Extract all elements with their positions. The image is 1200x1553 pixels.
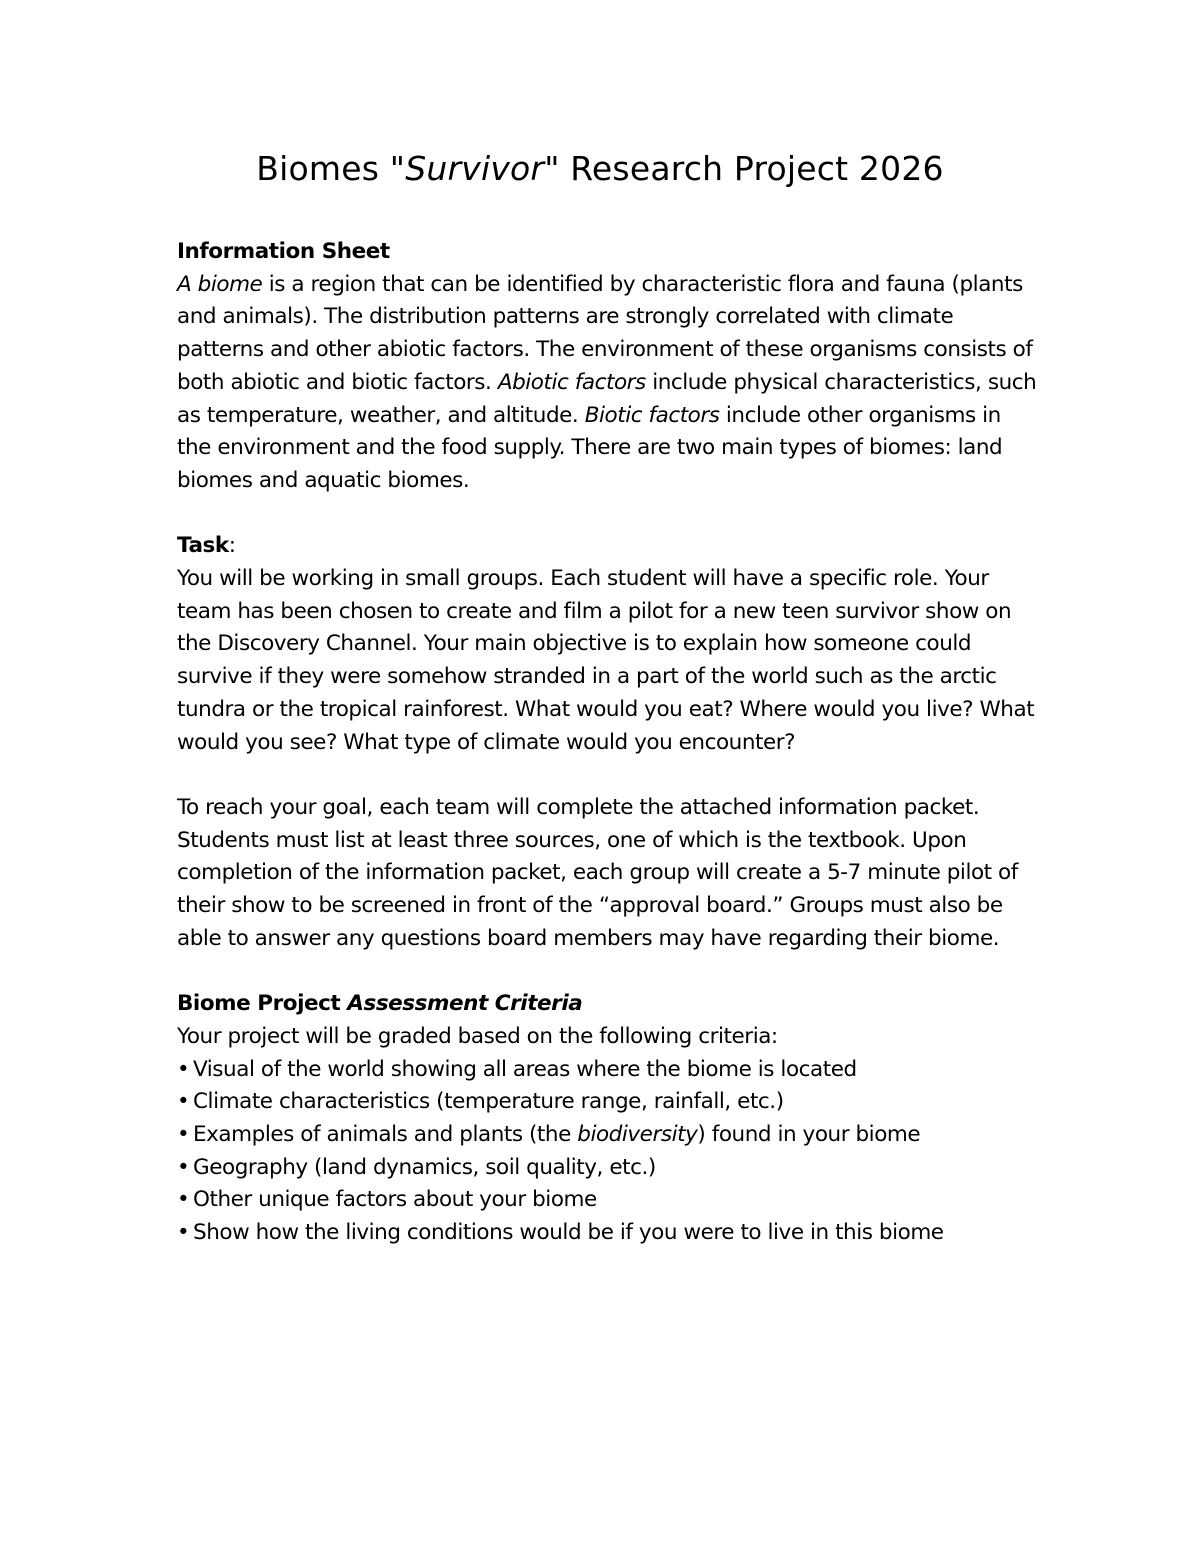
criteria-item-text: Geography (land dynamics, soil quality, etc.) bbox=[193, 1154, 656, 1180]
task-paragraph-1: You will be working in small groups. Each student will have a specific role. Your team has been chosen to create and film a pilot for a new teen survivor show on the Discovery Channel. Your main objective is to explain how someone could survive if they were somehow stranded in a part of the world such as the arctic tundra or the tropical rainforest. What would you eat? Where would you live? What would you see? What type of climate would you encounter? bbox=[177, 566, 1035, 755]
criteria-item-text-after: ) found in your biome bbox=[697, 1121, 921, 1147]
bullet-icon: • bbox=[177, 1187, 190, 1213]
page-title bbox=[0, 146, 1200, 192]
criteria-list bbox=[177, 1054, 1037, 1250]
criteria-italic-biodiversity: biodiversity bbox=[577, 1121, 698, 1147]
task-heading-colon: : bbox=[228, 533, 236, 559]
info-text-a: is a region that can be identified by characteristic flora and fauna (plants and animals). The distribution patterns are strongly correlated with climate patterns and other abiotic factors. The environment of these organisms consists of both abiotic and biotic factors. bbox=[177, 271, 1033, 395]
title-part-1: Biomes " bbox=[256, 149, 406, 188]
criteria-item-text: Examples of animals and plants (the bbox=[193, 1121, 578, 1147]
info-italic-biotic: Biotic factors bbox=[584, 402, 720, 428]
information-sheet-paragraph bbox=[177, 269, 1037, 498]
document-body bbox=[177, 236, 1037, 1250]
bullet-icon: • bbox=[177, 1056, 190, 1082]
task-heading-label: Task bbox=[177, 533, 229, 559]
list-item bbox=[177, 1086, 1037, 1119]
spacer bbox=[177, 498, 1037, 531]
info-italic-biome: A biome bbox=[177, 271, 263, 297]
info-text-b: include physical characteristics, such as temperature, weather, and altitude. bbox=[177, 369, 1037, 428]
task-paragraph-2: To reach your goal, each team will complete the attached information packet. Students must list at least three sources, one of which is the textbook. Upon completion of the information packet, each group will create a 5-7 minute pilot of their show to be screened in front of the “approval board.” Groups must also be able to answer any questions board members may have regarding their biome. bbox=[177, 794, 1018, 951]
list-item bbox=[177, 1217, 1037, 1250]
criteria-heading-a: Biome Project bbox=[177, 991, 348, 1017]
bullet-icon: • bbox=[177, 1121, 190, 1147]
list-item bbox=[177, 1152, 1037, 1185]
criteria-item-text: Show how the living conditions would be if you were to live in this biome bbox=[193, 1220, 944, 1246]
spacer bbox=[177, 955, 1037, 988]
bullet-icon: • bbox=[177, 1220, 190, 1246]
information-sheet-heading: Information Sheet bbox=[177, 239, 390, 264]
criteria-item-text: Climate characteristics (temperature range, rainfall, etc.) bbox=[193, 1089, 784, 1115]
info-italic-abiotic: Abiotic factors bbox=[497, 369, 646, 395]
criteria-heading-b: Assessment Criteria bbox=[347, 991, 583, 1017]
task-heading bbox=[177, 530, 1037, 563]
info-text-c: include other organisms in the environment and the food supply. There are two main types of biomes: land biomes and aquatic biomes. bbox=[177, 402, 1003, 493]
criteria-heading bbox=[177, 988, 1037, 1021]
list-item bbox=[177, 1119, 1037, 1152]
title-part-2: " Research Project 2026 bbox=[544, 149, 944, 188]
title-italic-survivor: Survivor bbox=[405, 149, 545, 188]
list-item bbox=[177, 1054, 1037, 1087]
criteria-intro: Your project will be graded based on the following criteria: bbox=[177, 1023, 778, 1049]
criteria-item-text: Visual of the world showing all areas where the biome is located bbox=[193, 1056, 857, 1082]
spacer bbox=[177, 759, 1037, 792]
bullet-icon: • bbox=[177, 1154, 190, 1180]
criteria-item-text: Other unique factors about your biome bbox=[193, 1187, 597, 1213]
bullet-icon: • bbox=[177, 1089, 190, 1115]
list-item bbox=[177, 1184, 1037, 1217]
